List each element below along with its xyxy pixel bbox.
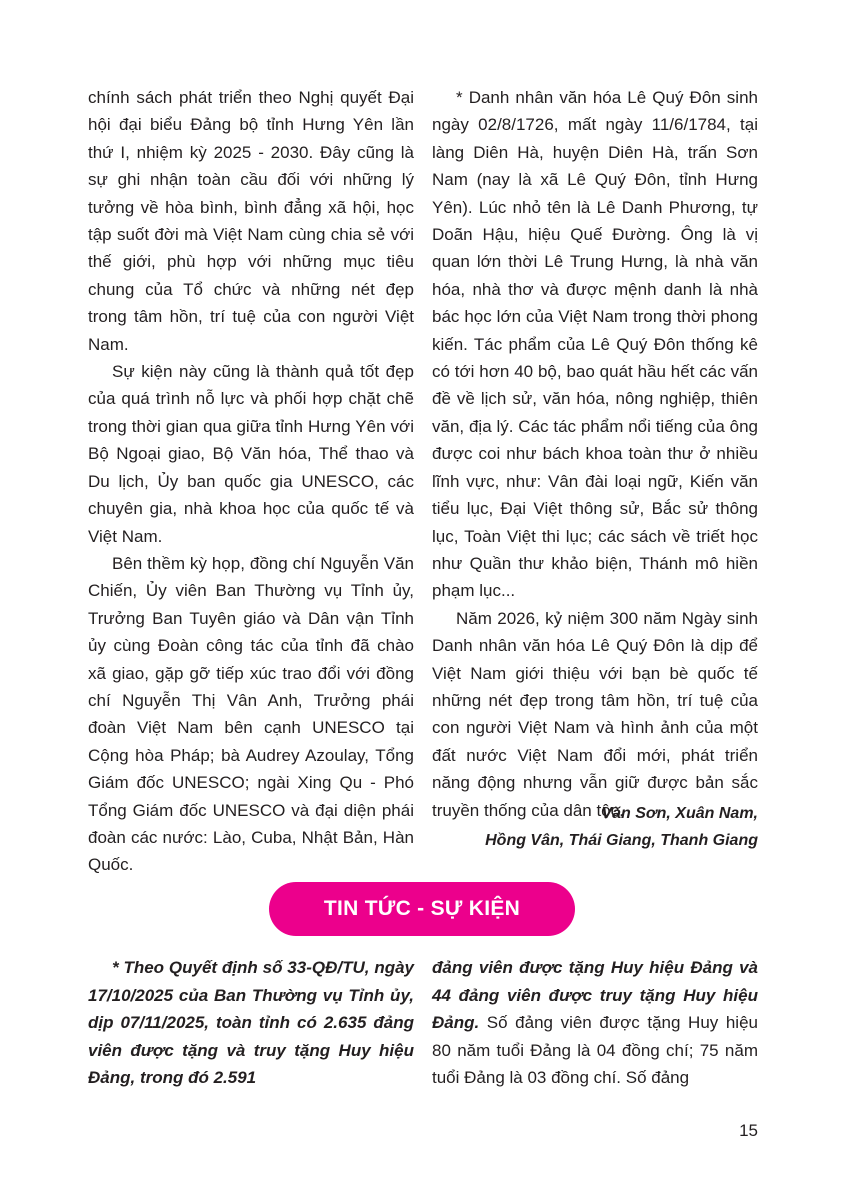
author-signature bbox=[432, 800, 758, 855]
news-left-column bbox=[88, 954, 414, 1092]
page-number: 15 bbox=[739, 1121, 758, 1140]
left-paragraph-3: Bên thềm kỳ họp, đồng chí Nguyễn Văn Chiến, Ủy viên Ban Thường vụ Tỉnh ủy, Trưởng Ban Tuyên giáo và Dân vận Tỉnh ủy cùng Đoàn công tác của tỉnh đã chào xã giao, gặp gỡ tiếp xúc trao đổi với đồng chí Nguyễn Thị Vân Anh, Trưởng phái đoàn Việt Nam bên cạnh UNESCO tại Cộng hòa Pháp; bà Audrey Azoulay, Tổng Giám đốc UNESCO; ngài Xing Qu - Phó Tổng Giám đốc UNESCO và đại diện phái đoàn các nước: Lào, Cuba, Nhật Bản, Hàn Quốc. bbox=[88, 553, 414, 875]
news-right-bold-text: đảng viên được tặng Huy hiệu Đảng và 44 đảng viên được truy tặng Huy hiệu Đảng. bbox=[432, 958, 758, 1033]
right-column bbox=[432, 84, 758, 824]
signature-line-2: Hồng Vân, Thái Giang, Thanh Giang bbox=[485, 832, 758, 850]
signature-line-1: Văn Sơn, Xuân Nam, bbox=[601, 805, 758, 822]
left-column bbox=[88, 84, 414, 879]
section-banner bbox=[269, 882, 575, 936]
news-right-text: Số đảng viên được tặng Huy hiệu 80 năm tuổi Đảng là 04 đồng chí; 75 năm tuổi Đảng là 03 đồng chí. Số đảng bbox=[432, 1013, 758, 1088]
section-banner-title: TIN TỨC - SỰ KIỆN bbox=[323, 897, 521, 920]
news-right-column bbox=[432, 954, 758, 1092]
left-paragraph-1: chính sách phát triển theo Nghị quyết Đại hội đại biểu Đảng bộ tỉnh Hưng Yên lần thứ I, nhiệm kỳ 2025 - 2030. Đây cũng là sự ghi nhận toàn cầu đối với những lý tưởng về hòa bình, bình đẳng xã hội, học tập suốt đời mà Việt Nam cùng chia sẻ với thế giới, phù hợp với những mục tiêu chung của Tổ chức và những nét đẹp trong tâm hồn, trí tuệ của con người Việt Nam. bbox=[88, 88, 414, 354]
right-paragraph-2: Năm 2026, kỷ niệm 300 năm Ngày sinh Danh nhân văn hóa Lê Quý Đôn là dịp để Việt Nam giới thiệu với bạn bè quốc tế những nét đẹp trong tâm hồn, trí tuệ của con người Việt Nam và hình ảnh của một đất nước Việt Nam đổi mới, phát triển năng động nhưng vẫn giữ được bản sắc truyền thống của dân tộc. bbox=[432, 608, 758, 820]
news-left-text: * Theo Quyết định số 33-QĐ/TU, ngày 17/10/2025 của Ban Thường vụ Tỉnh ủy, dịp 07/11/2025, toàn tỉnh có 2.635 đảng viên được tặng và truy tặng Huy hiệu Đảng, trong đó 2.591 bbox=[88, 958, 414, 1088]
right-paragraph-1: * Danh nhân văn hóa Lê Quý Đôn sinh ngày 02/8/1726, mất ngày 11/6/1784, tại làng Diên Hà, huyện Diên Hà, trấn Sơn Nam (nay là xã Lê Quý Đôn, tỉnh Hưng Yên). Lúc nhỏ tên là Lê Danh Phương, tự Doãn Hậu, hiệu Quế Đường. Ông là vị quan lớn thời Lê Trung Hưng, là nhà văn hóa, nhà thơ và được mệnh danh là nhà bác học lớn của Việt Nam trong thời phong kiến. Tác phẩm của Lê Quý Đôn thống kê có tới hơn 40 bộ, bao quát hầu hết các vấn đề về lịch sử, văn hóa, nông nghiệp, thiên văn, địa lý. Các tác phẩm nổi tiếng của ông được coi như bách khoa toàn thư ở nhiều lĩnh vực, như: Vân đài loại ngữ, Kiến văn tiểu lục, Đại Việt thông sử, Bắc sử thông lục, Toàn Việt thi lục; các sách về triết học như Quần thư khảo biện, Thánh mô hiền phạm lục... bbox=[432, 88, 758, 601]
left-paragraph-2: Sự kiện này cũng là thành quả tốt đẹp của quá trình nỗ lực và phối hợp chặt chẽ trong thời gian qua giữa tỉnh Hưng Yên với Bộ Ngoại giao, Bộ Văn hóa, Thể thao và Du lịch, Ủy ban quốc gia UNESCO, các chuyên gia, nhà khoa học của quốc tế và Việt Nam. bbox=[88, 362, 414, 546]
